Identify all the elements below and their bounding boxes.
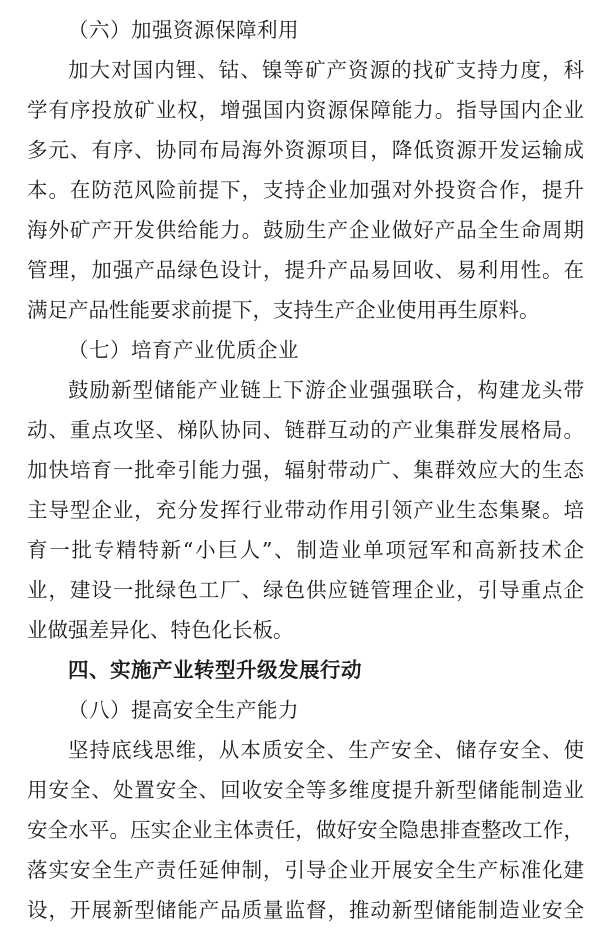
- paragraph-line: 设，开展新型储能产品质量监督，推动新型储能制造业安全: [27, 898, 584, 922]
- paragraph-line: 本。在防范风险前提下，支持企业加强对外投资合作，提升: [27, 178, 584, 202]
- subsection-heading-7: （七）培育产业优质企业: [68, 338, 299, 362]
- paragraph-line: 多元、有序、协同布局海外资源项目，降低资源开发运输成: [27, 138, 584, 162]
- paragraph-line: 落实安全生产责任延伸制，引导企业开展安全生产标准化建: [27, 858, 584, 882]
- paragraph-line: 业，建设一批绿色工厂、绿色供应链管理企业，引导重点企: [27, 578, 584, 602]
- paragraph-line: 管理，加强产品绿色设计，提升产品易回收、易利用性。在: [27, 258, 584, 282]
- paragraph-line: 鼓励新型储能产业链上下游企业强强联合，构建龙头带: [68, 378, 584, 402]
- paragraph-line: 用安全、处置安全、回收安全等多维度提升新型储能制造业: [27, 778, 584, 802]
- paragraph-line: 海外矿产开发供给能力。鼓励生产企业做好产品全生命周期: [27, 218, 584, 242]
- paragraph-line: 主导型企业，充分发挥行业带动作用引领产业生态集聚。培: [27, 498, 584, 522]
- paragraph-line: 育一批专精特新“小巨人”、制造业单项冠军和高新技术企: [27, 538, 584, 562]
- paragraph-line: 加大对国内锂、钴、镍等矿产资源的找矿支持力度，科: [68, 58, 584, 82]
- paragraph-line: 满足产品性能要求前提下，支持生产企业使用再生原料。: [27, 298, 540, 322]
- section-heading-4: 四、实施产业转型升级发展行动: [68, 658, 362, 682]
- paragraph-line: 坚持底线思维，从本质安全、生产安全、储存安全、使: [68, 738, 584, 762]
- subsection-heading-8: （八）提高安全生产能力: [68, 698, 299, 722]
- subsection-heading-6: （六）加强资源保障利用: [68, 18, 299, 42]
- paragraph-line: 业做强差异化、特色化长板。: [27, 618, 294, 642]
- paragraph-line: 加快培育一批牵引能力强，辐射带动广、集群效应大的生态: [27, 458, 584, 482]
- paragraph-line: 安全水平。压实企业主体责任，做好安全隐患排查整改工作，: [27, 818, 584, 842]
- paragraph-line: 动、重点攻坚、梯队协同、链群互动的产业集群发展格局。: [27, 418, 584, 442]
- paragraph-line: 学有序投放矿业权，增强国内资源保障能力。指导国内企业: [27, 98, 584, 122]
